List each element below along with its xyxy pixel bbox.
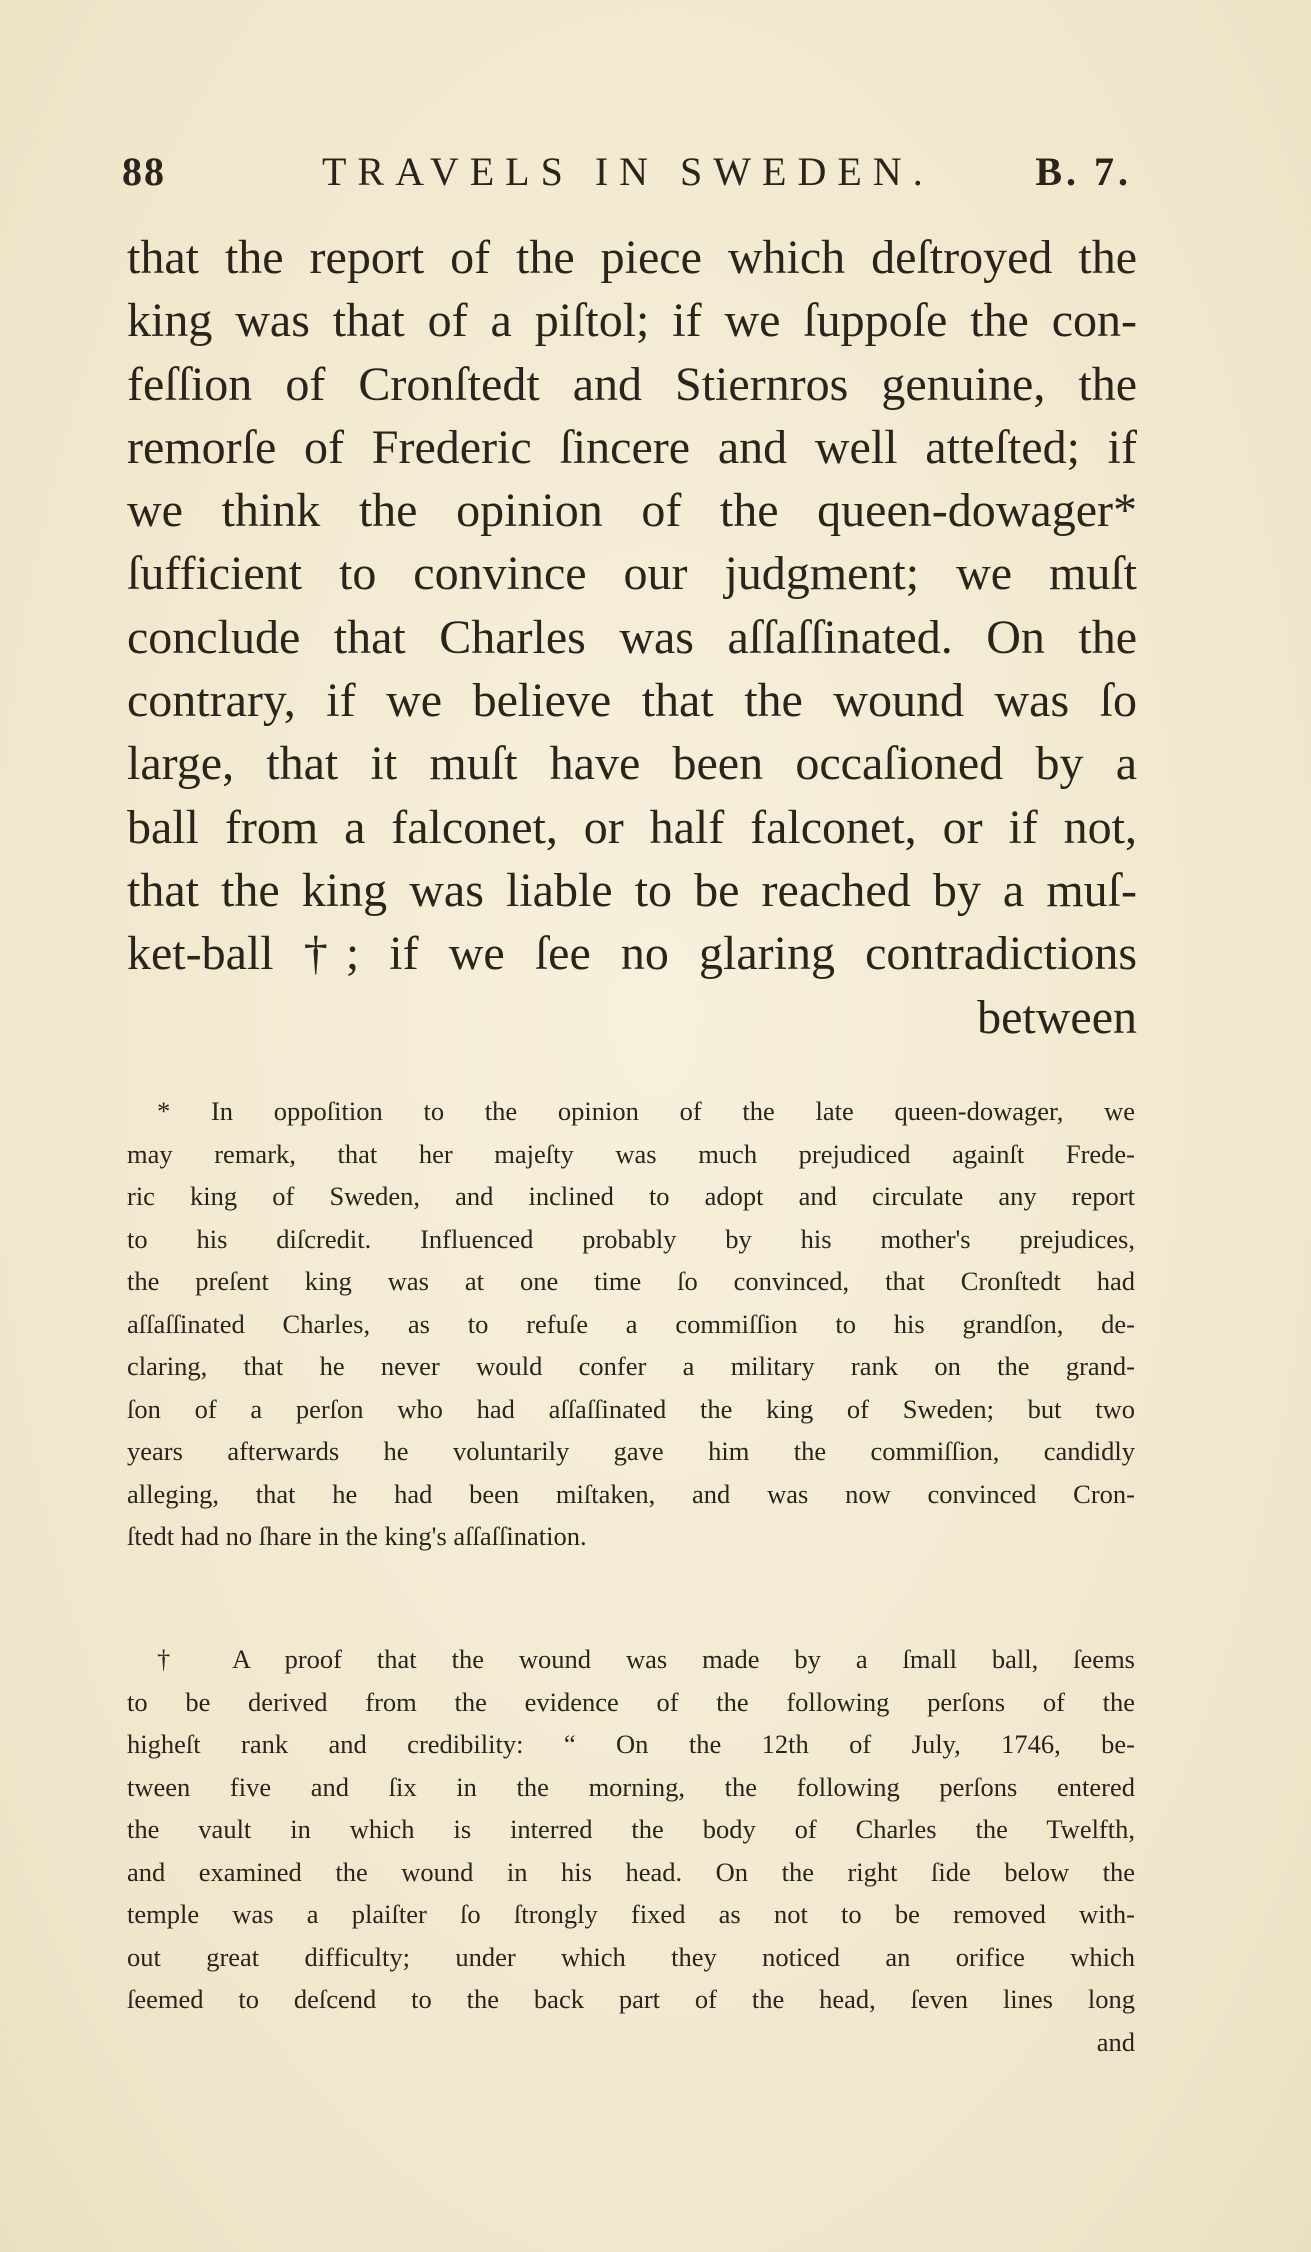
footnote-line: years afterwards he voluntarily gave him the commiſſion, candidly (127, 1436, 1135, 1466)
footnote-asterisk (127, 1090, 1135, 1558)
text-line: king was that of a piſtol; if we ſuppoſe the con- (127, 294, 1137, 348)
page-number: 88 (122, 149, 166, 194)
main-text (127, 226, 1137, 1049)
footnote-line: * In oppoſition to the opinion of the late queen-dowager, we (157, 1096, 1135, 1126)
text-line: conclude that Charles was aſſaſſinated. On the (127, 610, 1137, 664)
text-line: ket-ball †; if we ſee no glaring contradictions (127, 927, 1137, 981)
footnote-line: out great difficulty; under which they noticed an orifice which (127, 1941, 1135, 1972)
section-marker: B. 7. (1035, 149, 1132, 194)
text-line: contrary, if we believe that the wound was ſo (127, 674, 1137, 728)
text-line: ſufficient to convince our judgment; we muſt (127, 547, 1137, 601)
footnote-line: to his diſcredit. Influenced probably by his mother's prejudices, (127, 1223, 1135, 1254)
footnote-line: to be derived from the evidence of the following perſons of the (127, 1686, 1135, 1717)
footnote-line: † A proof that the wound was made by a ſmall ball, ſeems (157, 1644, 1135, 1674)
running-header (122, 148, 1132, 198)
text-line: that the king was liable to be reached by a muſ- (127, 863, 1137, 917)
text-line: feſſion of Cronſtedt and Stiernros genuine, the (127, 357, 1137, 411)
text-line: that the report of the piece which deſtroyed the (127, 231, 1137, 284)
footnote-line: higheſt rank and credibility: “ On the 12th of July, 1746, be- (127, 1729, 1135, 1759)
text-line: large, that it muſt have been occaſioned by a (127, 737, 1137, 791)
footnote-line: ſtedt had no ſhare in the king's aſſaſſination. (127, 1521, 587, 1551)
footnote-line: aſſaſſinated Charles, as to refuſe a commiſſion to his grandſon, de- (127, 1308, 1135, 1339)
footnote-line: the vault in which is interred the body of Charles the Twelfth, (127, 1814, 1135, 1844)
footnote-line: ſon of a perſon who had aſſaſſinated the king of Sweden; but two (127, 1393, 1135, 1424)
footnote-line: may remark, that her majeſty was much prejudiced againſt Frede- (127, 1138, 1135, 1169)
text-line: remorſe of Frederic ſincere and well atteſted; if (127, 420, 1137, 474)
footnote-line: alleging, that he had been miſtaken, and was now convinced Cron- (127, 1478, 1135, 1509)
catchword: and (1096, 2026, 1135, 2057)
catchword: between (977, 990, 1137, 1044)
footnote-line: tween five and ſix in the morning, the following perſons entered (127, 1771, 1135, 1802)
footnote-line: ric king of Sweden, and inclined to adopt and circulate any report (127, 1181, 1135, 1211)
text-line: we think the opinion of the queen-dowager* (127, 484, 1137, 538)
text-line: ball from a falconet, or half falconet, or if not, (127, 800, 1137, 854)
footnote-line: the preſent king was at one time ſo convinced, that Cronſtedt had (127, 1266, 1135, 1296)
footnote-dagger (127, 1638, 1135, 2063)
footnote-line: and examined the wound in his head. On the right ſide below the (127, 1856, 1135, 1887)
footnote-line: temple was a plaiſter ſo ſtrongly fixed as not to be removed with- (127, 1899, 1135, 1929)
footnote-line: ſeemed to deſcend to the back part of the head, ſeven lines long (127, 1984, 1135, 2014)
footnote-line: claring, that he never would confer a military rank on the grand- (127, 1351, 1135, 1381)
running-title: TRAVELS IN SWEDEN. (322, 149, 934, 194)
